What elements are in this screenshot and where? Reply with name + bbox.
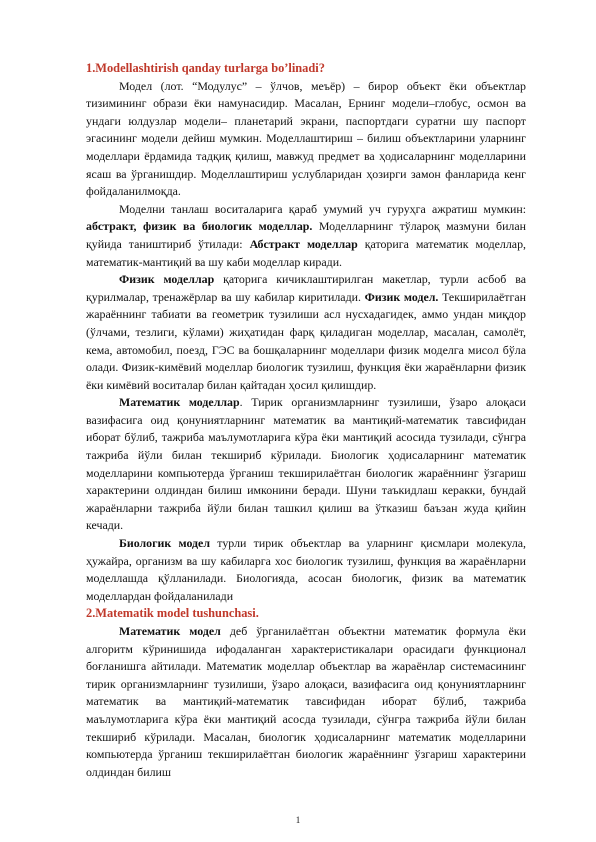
section-heading-1: 1.Modellashtirish qanday turlarga bo’linadi? bbox=[86, 61, 325, 75]
document-page bbox=[86, 60, 526, 781]
paragraph-biological-models bbox=[86, 535, 526, 605]
bold-term: абстракт, физик ва биологик моделлар. bbox=[86, 219, 313, 234]
paragraph-math-models bbox=[86, 394, 526, 535]
bold-term: Математик модел bbox=[119, 624, 221, 638]
paragraph-text: Моделни танлаш воситаларига қараб умумий уч гуруҳга ажратиш мумкин: bbox=[119, 201, 526, 216]
paragraph-text: . Тирик организмларнинг тузилиши, ўзаро алоқаси вазифасига оид қонуниятларнинг математик ва мантиқий-математик тавсифидан иборат бўлиб, тажриба маълумотларига кўра ёки мантиқий асосида тузилади, сўнгра тажриба йўли билан текшириб кўрилади. Биологик ҳодисаларнинг математик моделларини компьютерда ўрганиш текширилаётган биологик жараённинг ўзгариш характерини олдиндан билиш имконини беради. Шуни таъкидлаш керакки, бундай жараёнларни тажриба йўли билан ташкил қилиш ва ўтказиш баъзан жуда қийин кечади. bbox=[86, 395, 526, 533]
paragraph-text: Модел (лот. “Модулус” – ўлчов, меъёр) – бирор объект ёки объектлар тизимининг образи ёки намунасидир. Масалан, Ернинг модели–глобус, осмон ва ундаги юлдузлар модели– планетарий экрани, паспортдаги суратни шу паспорт эгасининг модели дейиш мумкин. Моделлаштириш – билиш объектларини уларнинг моделлари ёрдамида тадқиқ қилиш, мавжуд предмет ва ҳодисаларнинг моделларини ясаш ва ўрганишдир. Моделлаштириш услубларидан ҳозирги замон фанларида кенг фойдаланилмоқда. bbox=[86, 78, 526, 199]
paragraph-text: қаторига математик моделлар, математик-мантиқий ва шу каби моделлар киради. bbox=[86, 236, 526, 269]
paragraph-model-definition bbox=[86, 78, 526, 201]
paragraph-text: Текширилаётган жараённинг табиати ва геометрик тузилиши асл нусхадагидек, аммо ундан миқдор (ўлчами, тезлиги, кўлами) жиҳатидан фарқ қиладиган моделлар, масалан, самолёт, кема, автомобил, поезд, ГЭС ва бошқаларнинг моделлари физик моделга мисол бўла олади. Физик-кимёвий моделлар биологик тузилиш, функция ёки жараёнларни физик ёки кимёвий воситалар билан қайтадан ҳосил қилишдир. bbox=[86, 289, 527, 392]
bold-term: Физик модел. bbox=[364, 289, 439, 304]
paragraph-text: деб ўрганилаётган объектни математик формула ёки алгоритм кўринишида ифодаланган характеристикалари орасидаги функционал боғланишга айтилади. Математик моделлар объектлар ва жараёнлар системасининг тирик организмларнинг тузилиши, ўзаро алоқаси, вазифасига оид қонуниятларнинг математик ва мантиқий-математик тавсифидан иборат бўлиб, тажриба маълумотларига кўра ёки мантиқий асосда тузилади, сўнгра тажриба йўли билан текшириб кўрилади. Масалан, биологик ҳодисаларнинг математик моделларини компьютерда ўрганиш текширилаётган биологик жараённинг ўзгариш характерини олдиндан билиш bbox=[86, 624, 526, 779]
paragraph-math-model-concept bbox=[86, 623, 526, 781]
bold-term: Абстракт моделлар bbox=[249, 236, 358, 251]
bold-term: Математик моделлар bbox=[119, 395, 240, 410]
paragraph-text: қаторига кичиклаштирилган макетлар, турли асбоб ва қурилмалар, тренажёрлар ва шу кабилар киритилади. bbox=[86, 272, 526, 304]
paragraph-text: Моделларнинг тўлароқ мазмуни билан қуйида таништириб ўтилади: bbox=[86, 219, 527, 251]
page-number: 1 bbox=[295, 815, 301, 825]
bold-term: Физик моделлар bbox=[119, 272, 215, 287]
paragraph-model-groups bbox=[86, 201, 526, 271]
paragraph-text: турли тирик объектлар ва уларнинг қисмлари молекула, ҳужайра, организм ва шу кабиларга хос биологик тузилиш, функция ва жараёнларни моделлашда қўлланилади. Биологияда, асосан биологик, физик ва математик моделлардан фойдаланилади bbox=[86, 536, 526, 603]
paragraph-physical-models bbox=[86, 271, 526, 394]
bold-term: Биологик модел bbox=[119, 536, 211, 551]
section-heading-2: 2.Matematik model tushunchasi. bbox=[86, 606, 259, 621]
